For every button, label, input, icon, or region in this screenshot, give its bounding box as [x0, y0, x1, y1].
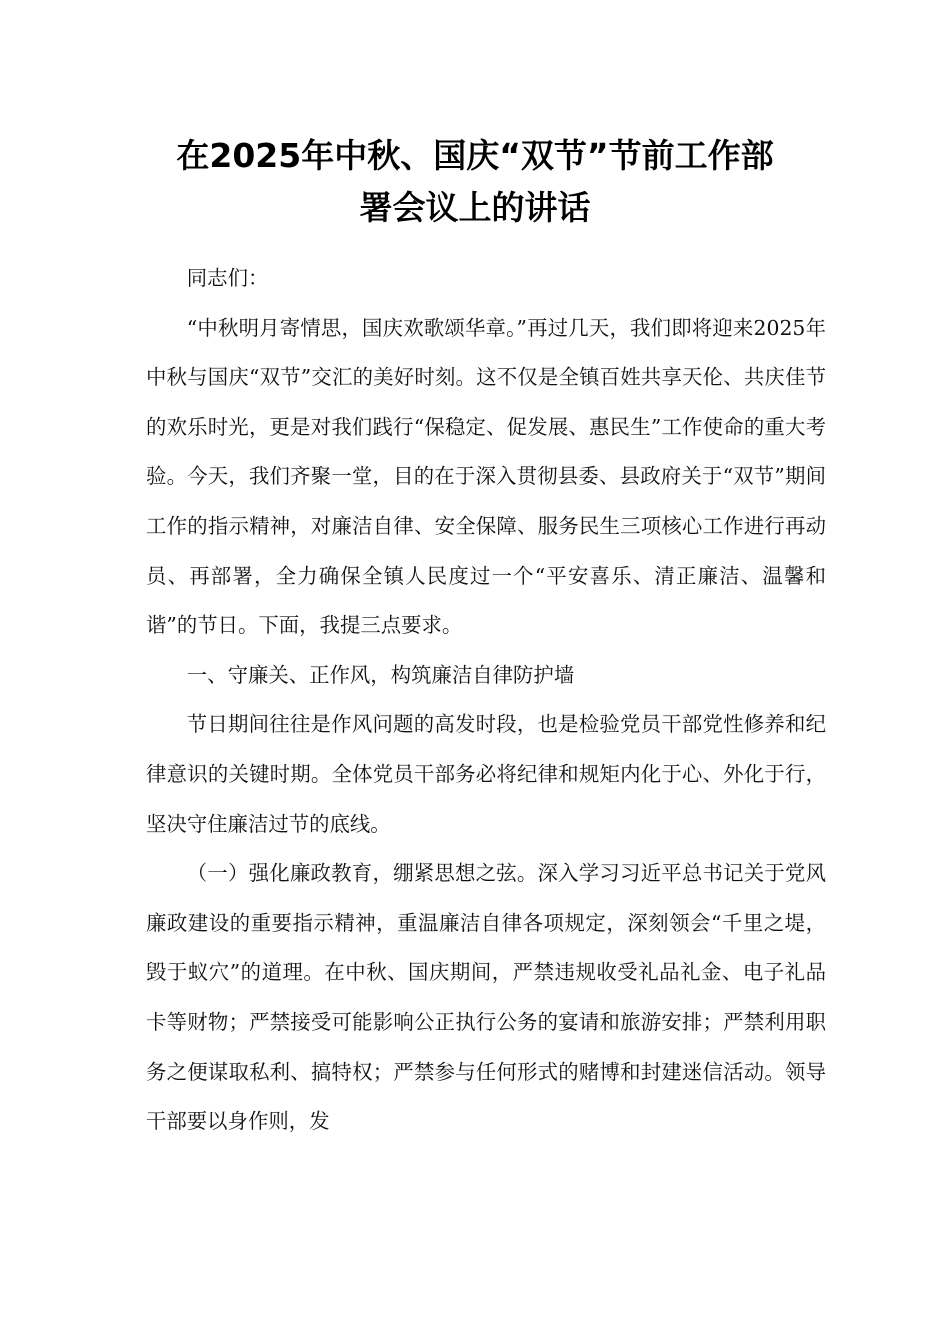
salutation: 同志们： [186, 266, 269, 290]
paragraph-intro: “中秋明月寄情思，国庆欢歌颂华章。”再过几天，我们即将迎来2025年中秋与国庆“双节”交汇的美好时刻。这不仅是全镇百姓共享天伦、共庆佳节的欢乐时光，更是对我们践行“保稳定、促发展、惠民生”工作使命的重大考验。今天，我们齐聚一堂，目的在于深入贯彻县委、县政府关于“双节”期间工作的指示精神，对廉洁自律、安全保障、服务民生三项核心工作进行再动员、再部署，全力确保全镇人民度过一个“平安喜乐、清正廉洁、温馨和谐”的节日。下面，我提三点要求。 [146, 315, 826, 638]
document-body [146, 254, 826, 1147]
section-heading-1: 一、守廉关、正作风，构筑廉洁自律防护墙 [186, 662, 575, 687]
document-title [120, 130, 830, 234]
title-line-2: 署会议上的讲话 [359, 188, 591, 227]
title-line-1: 在2025年中秋、国庆“双节”节前工作部 [176, 136, 774, 175]
paragraph-section-1: 节日期间往往是作风问题的高发时段，也是检验党员干部党性修养和纪律意识的关键时期。全体党员干部务必将纪律和规矩内化于心、外化于行，坚决守住廉洁过节的底线。 [146, 712, 826, 836]
paragraph-subsection-1: （一）强化廉政教育，绷紧思想之弦。深入学习习近平总书记关于党风廉政建设的重要指示精神，重温廉洁自律各项规定，深刻领会“千里之堤，毁于蚁穴”的道理。在中秋、国庆期间，严禁违规收受礼品礼金、电子礼品卡等财物；严禁接受可能影响公正执行公务的宴请和旅游安排；严禁利用职务之便谋取私利、搞特权；严禁参与任何形式的赌博和封建迷信活动。领导干部要以身作则，发 [146, 861, 826, 1134]
